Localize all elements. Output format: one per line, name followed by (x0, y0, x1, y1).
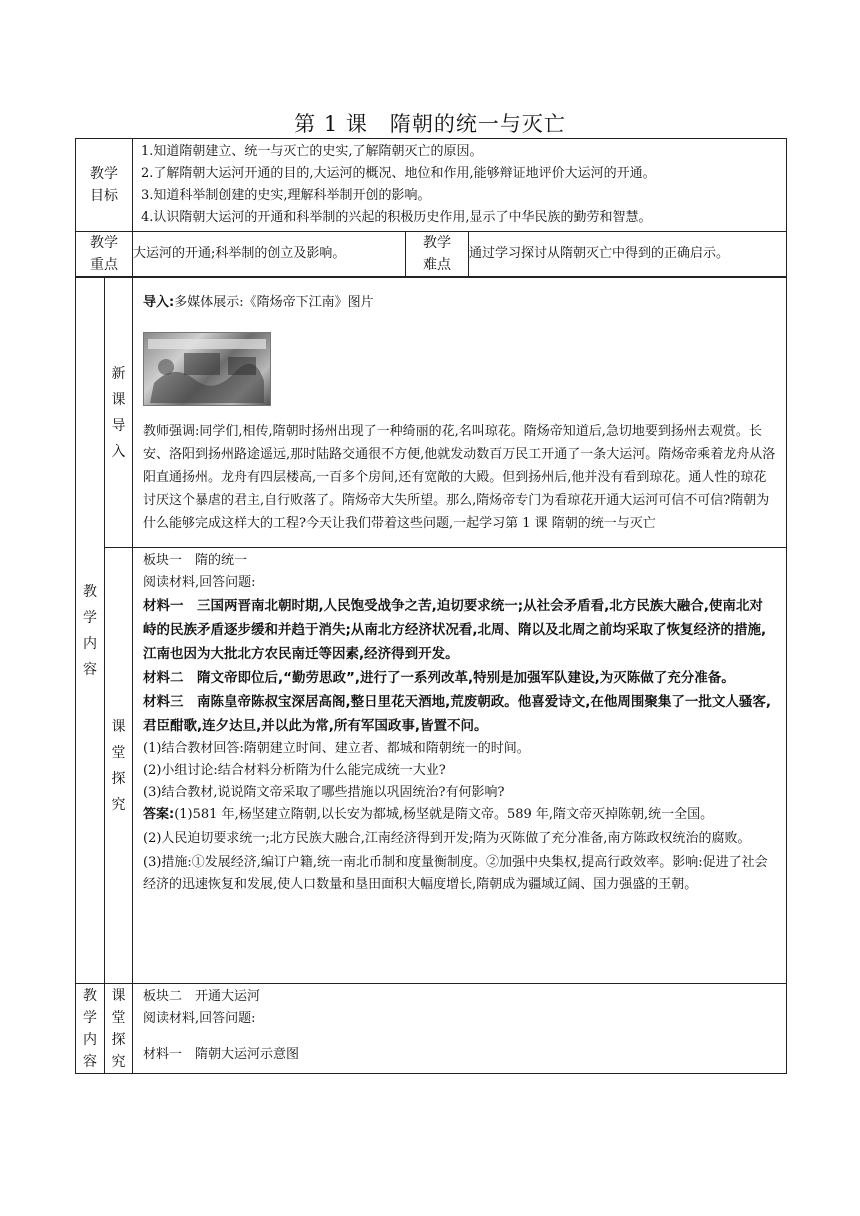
explore1-section (133, 548, 787, 984)
intro-lead: 导入:多媒体展示:《隋炀帝下江南》图片 (143, 295, 374, 310)
goals-list (133, 139, 787, 232)
block1-question3: (3)结合教材,说说隋文帝采取了哪些措施以巩固统治?有何影响? (143, 785, 505, 800)
block2-title: 板块二 开通大运河 (143, 989, 261, 1004)
content-table (75, 277, 787, 984)
block1-question1: (1)结合教材回答:隋朝建立时间、建立者、都城和隋朝统一的时间。 (143, 741, 530, 756)
goal-item: 3.知道科举制创建的史实,理解科举制开创的影响。 (141, 188, 431, 203)
intro-paragraph: 教师强调:同学们,相传,隋朝时扬州出现了一种绮丽的花,名叫琼花。隋炀帝知道后,急切地要到扬州去观赏。长安、洛阳到扬州路途遥远,那时陆路交通很不方便,他就发动数百万民工开通了一条大运河。隋炀帝乘着龙舟从洛阳直通扬州。龙舟有四层楼高,一百多个房间,还有宽敞的大殿。但到扬州后,他并没有看到琼花。通人性的琼花讨厌这个暴虐的君主,自行败落了。隋炀帝大失所望。那么,隋炀帝专门为看琼花开通大运河可信不可信?隋朝为什么能够完成这样大的工程?今天让我们带着这些问题,一起学习第 1 课 隋朝的统一与灭亡 (143, 424, 776, 531)
block2-material1: 材料一 隋朝大运河示意图 (143, 1047, 300, 1062)
block1-question2: (2)小组讨论:结合材料分析隋为什么能完成统一大业? (143, 763, 446, 778)
block1-answer3: (3)措施:①发展经济,编订户籍,统一南北币制和度量衡制度。②加强中央集权,提高行政效率。影响:促进了社会经济的迅速恢复和发展,使人口数量和垦田面积大幅度增长,隋朝成为疆域辽阔、国力强盛的王朝。 (143, 855, 768, 892)
goal-item: 4.认识隋朝大运河的开通和科举制的兴起的积极历史作用,显示了中华民族的勤劳和智慧。 (141, 210, 652, 225)
intro-label: 新 课 导 入 (105, 278, 133, 548)
content-outer-label-2: 教 学 内 容 (76, 984, 105, 1074)
focus-text: 大运河的开通;科举制的创立及影响。 (133, 232, 406, 277)
explore2-section (133, 984, 787, 1074)
goals-label: 教学 目标 (76, 139, 133, 232)
explore1-label: 课 堂 探 究 (105, 548, 133, 984)
goal-item: 1.知道隋朝建立、统一与灭亡的史实,了解隋朝灭亡的原因。 (141, 144, 483, 159)
block1-answer2: (2)人民迫切要求统一;北方民族大融合,江南经济得到开发;隋为灭陈做了充分准备,南方陈政权统治的腐败。 (143, 831, 751, 846)
block1-title: 板块一 隋的统一 (143, 553, 248, 568)
block1-answer1: 答案:(1)581 年,杨坚建立隋朝,以长安为都城,杨坚就是隋文帝。589 年,隋文帝灭掉陈朝,统一全国。 (143, 807, 714, 822)
lesson-header-table (75, 138, 787, 277)
block1-material3: 材料三 南陈皇帝陈叔宝深居高阁,整日里花天酒地,荒废朝政。他喜爱诗文,在他周围聚集了一批文人骚客,君臣酣歌,连夕达旦,并以此为常,所有军国政事,皆置不问。 (143, 694, 772, 734)
difficulty-text: 通过学习探讨从隋朝灭亡中得到的正确启示。 (469, 232, 787, 277)
block1-material2: 材料二 隋文帝即位后,“勤劳思政”,进行了一系列改革,特别是加强军队建设,为灭陈做了充分准备。 (143, 670, 735, 686)
emperor-yang-painting (143, 332, 271, 406)
goal-item: 2.了解隋朝大运河开通的目的,大运河的概况、地位和作用,能够辩证地评价大运河的开通。 (141, 166, 656, 181)
difficulty-label: 教学 难点 (406, 232, 469, 277)
intro-section (133, 278, 787, 548)
page-title: 第 1 课 隋朝的统一与灭亡 (294, 112, 566, 136)
content-outer-label: 教 学 内 容 (76, 278, 105, 984)
block2-instruction: 阅读材料,回答问题: (143, 1011, 256, 1026)
block1-instruction: 阅读材料,回答问题: (143, 575, 256, 590)
block1-material1: 材料一 三国两晋南北朝时期,人民饱受战争之苦,迫切要求统一;从社会矛盾看,北方民族大融合,使南北对峙的民族矛盾逐步缓和并趋于消失;从南北方经济状况看,北周、隋以及北周之前均采取了恢复经济的措施,江南也因为大批北方农民南迁等因素,经济得到开发。 (143, 598, 767, 662)
explore2-label: 课 堂 探 究 (105, 984, 133, 1074)
content-table-2 (75, 983, 787, 1074)
focus-label: 教学 重点 (76, 232, 133, 277)
